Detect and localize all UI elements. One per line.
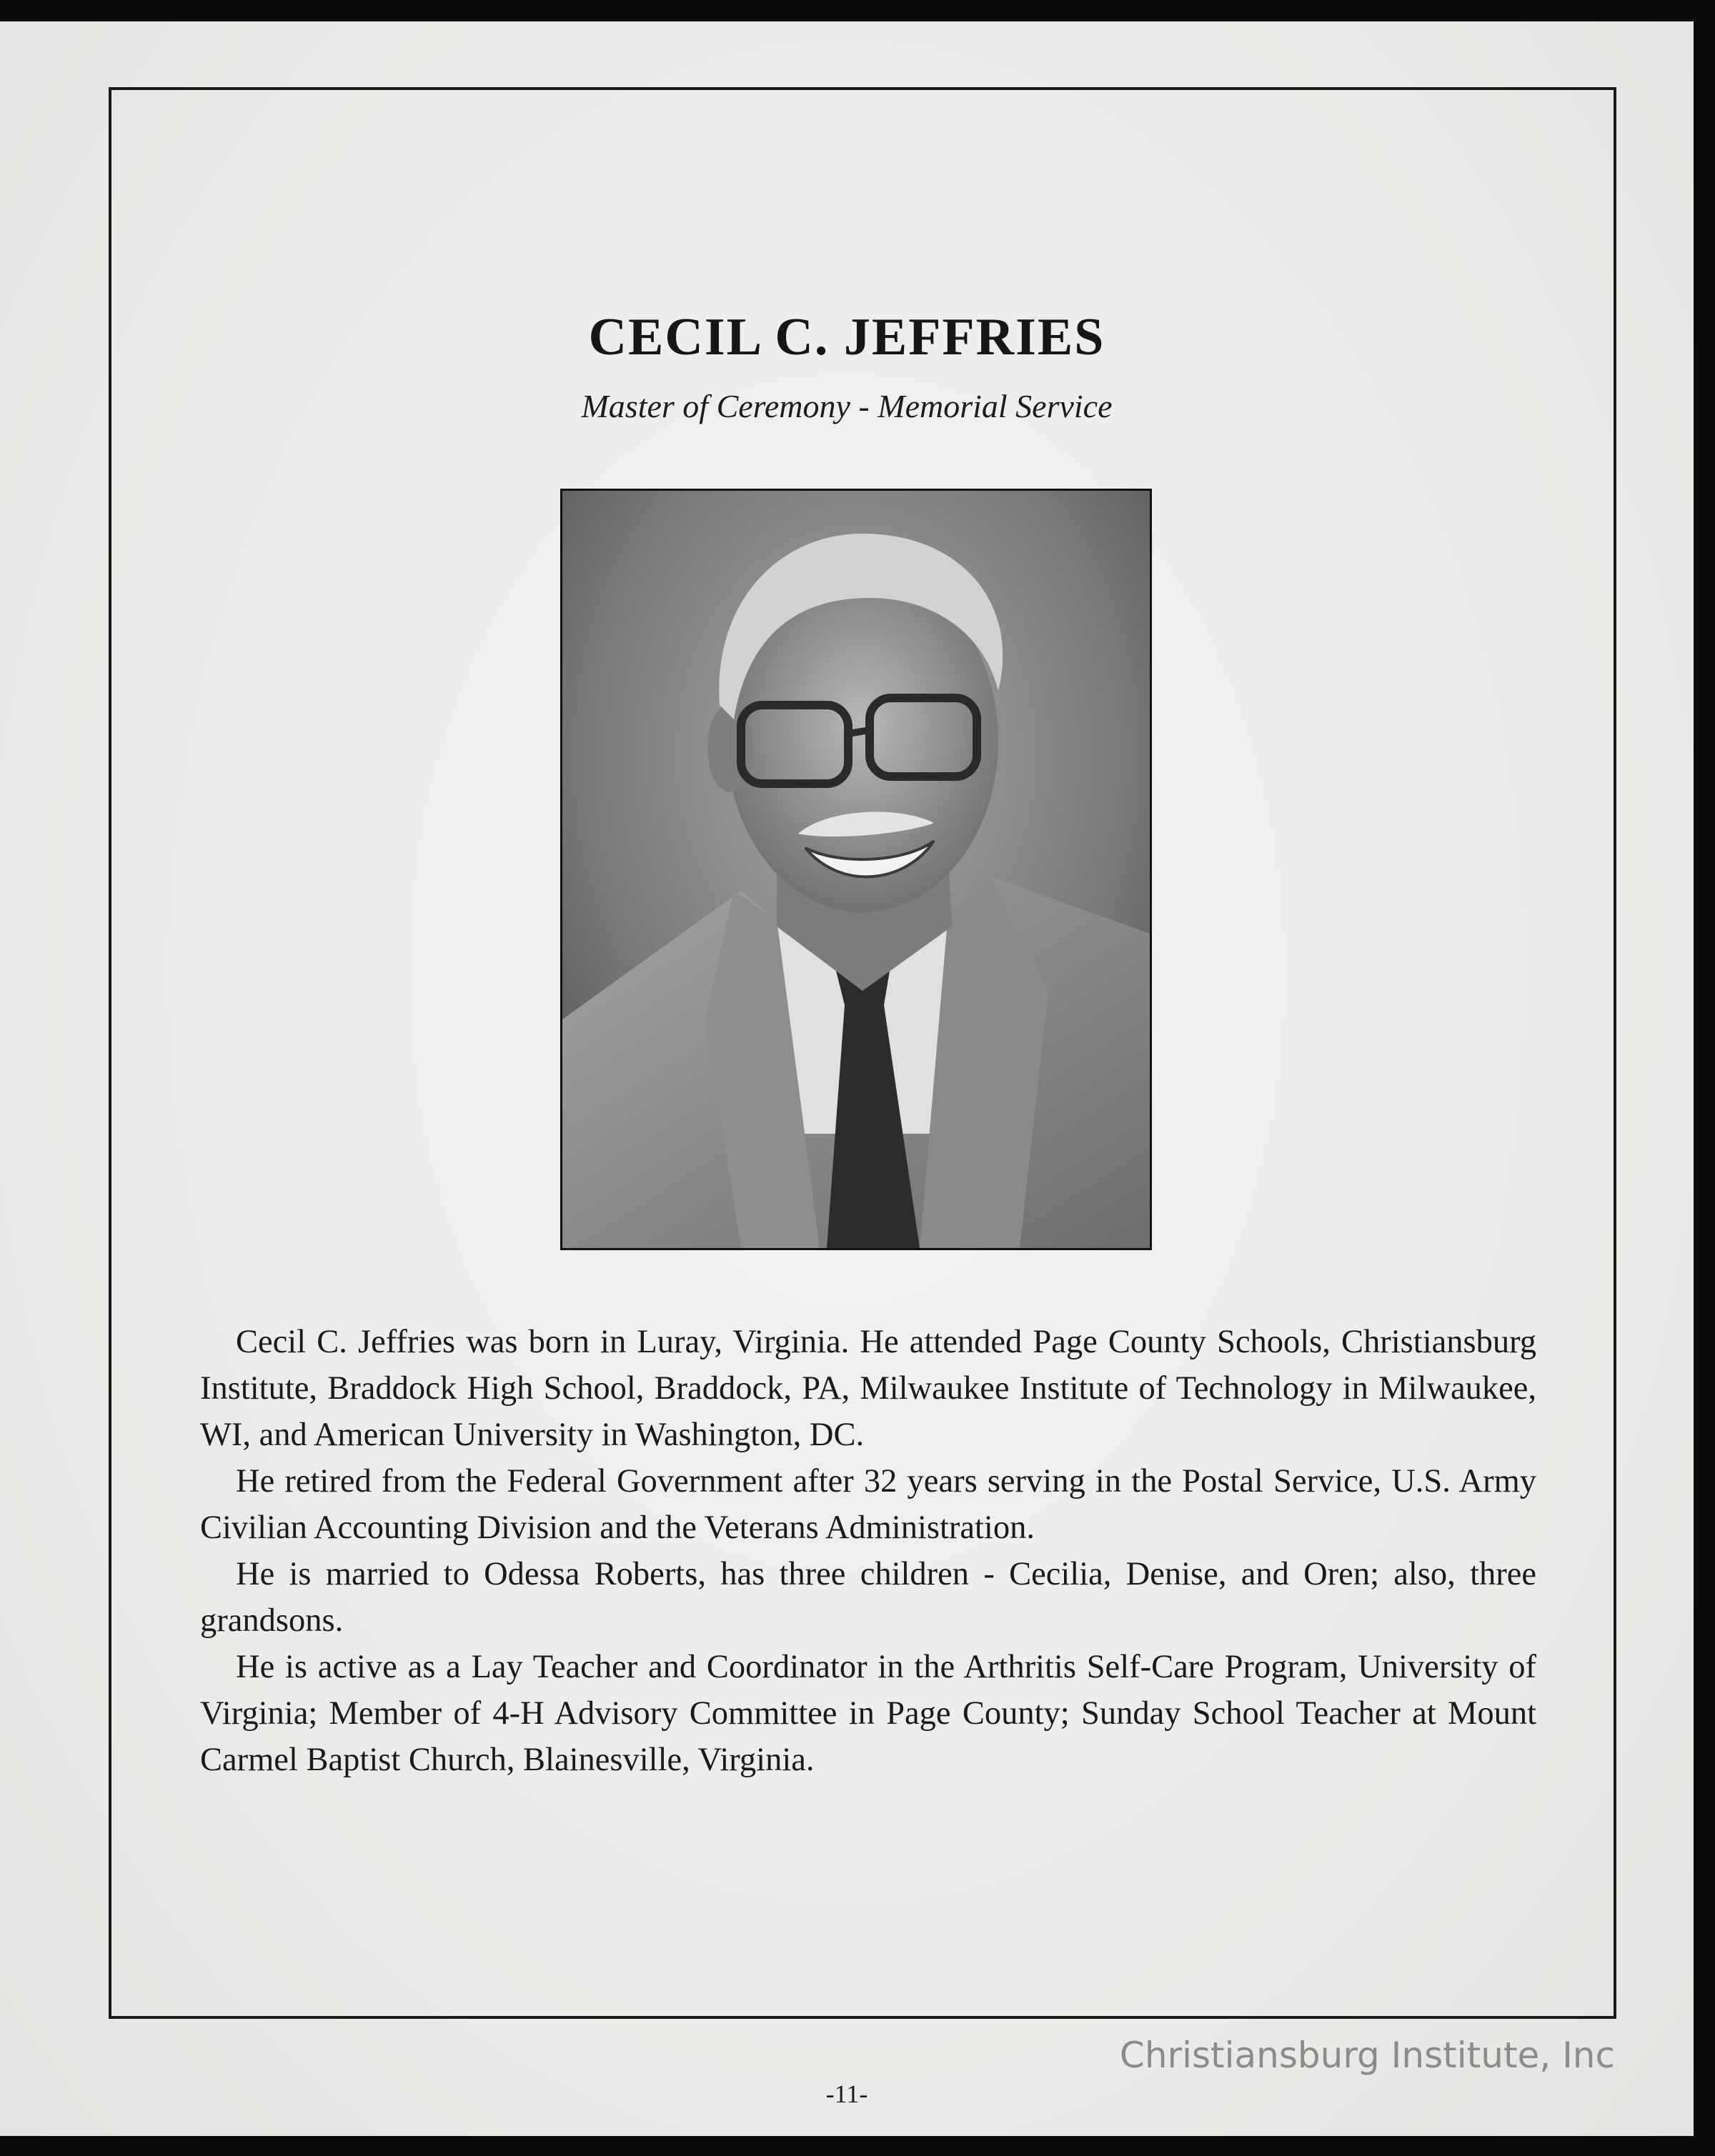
watermark-text: Christiansburg Institute, Inc <box>1119 2035 1615 2076</box>
biography-text <box>200 1319 1536 1783</box>
person-role-subtitle: Master of Ceremony - Memorial Service <box>581 388 1113 424</box>
person-name-heading: CECIL C. JEFFRIES <box>588 308 1105 366</box>
bio-paragraph-education: Cecil C. Jeffries was born in Luray, Virginia. He attended Page County Schools, Christiansburg Institute, Braddock High School, Braddock, PA, Milwaukee Institute of Technology in Milwaukee, WI, and American University in Washington, DC. <box>200 1324 1536 1453</box>
portrait-photo <box>560 489 1152 1250</box>
bio-paragraph-family: He is married to Odessa Roberts, has three children - Cecilia, Denise, and Oren; also, three grandsons. <box>200 1556 1536 1639</box>
page-number: -11- <box>825 2080 868 2108</box>
bio-paragraph-activities: He is active as a Lay Teacher and Coordinator in the Arthritis Self-Care Program, University of Virginia; Member of 4-H Advisory Committee in Page County; Sunday School Teacher at Mount Carmel Baptist Church, Blainesville, Virginia. <box>200 1649 1536 1778</box>
booklet-page <box>0 21 1694 2136</box>
bio-paragraph-career: He retired from the Federal Government after 32 years serving in the Postal Service, U.S. Army Civilian Accounting Division and the Veterans Administration. <box>200 1463 1536 1546</box>
